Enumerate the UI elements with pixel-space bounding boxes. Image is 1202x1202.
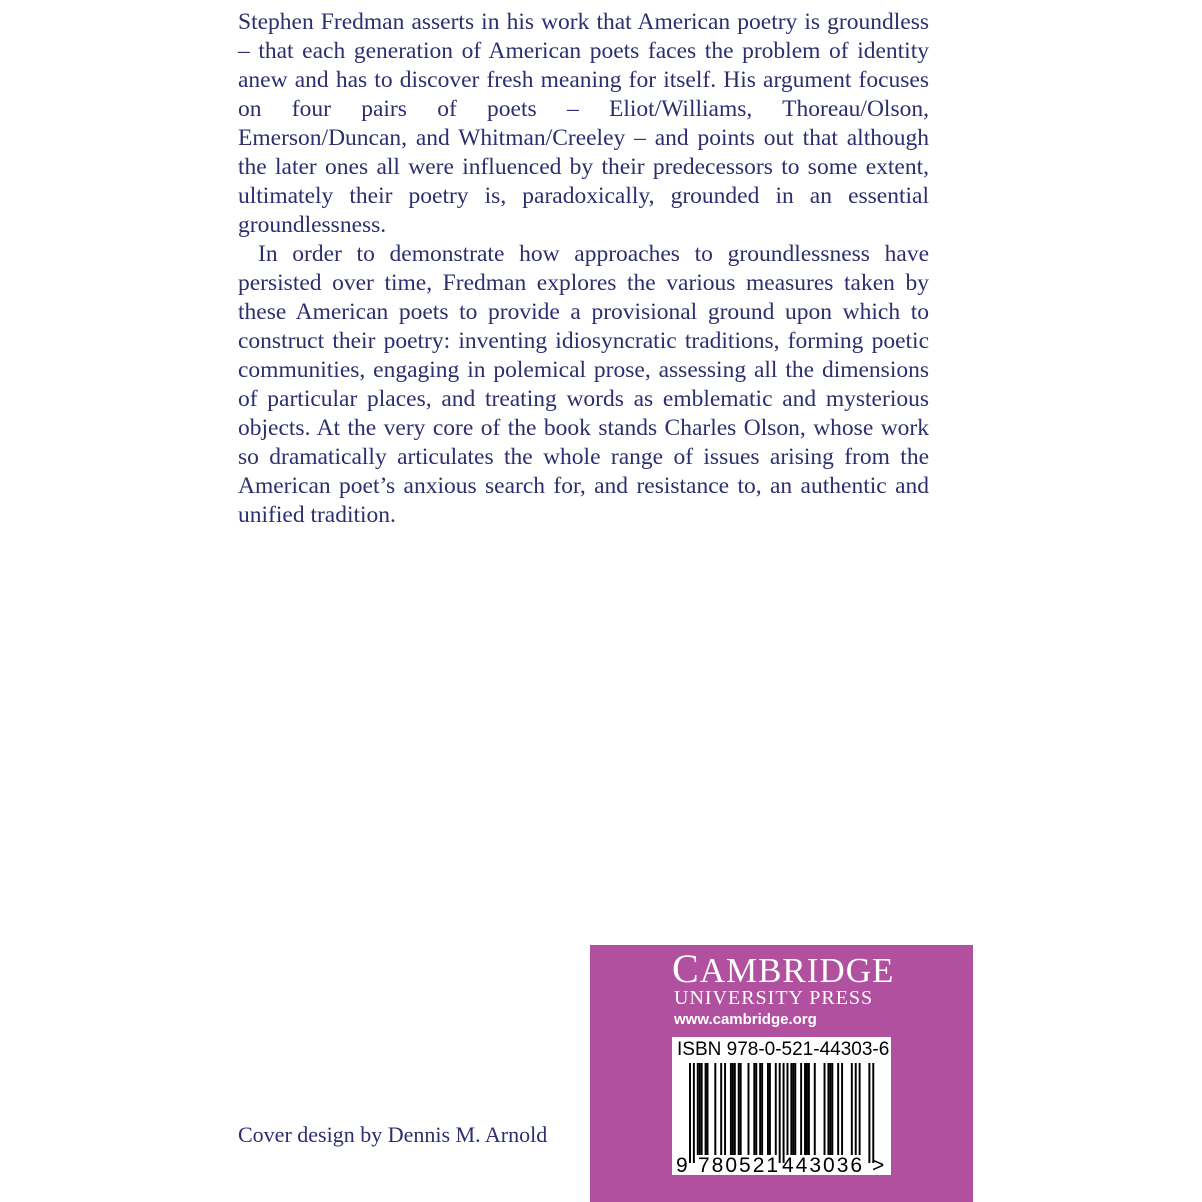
blurb-paragraph-2: In order to demonstrate how approaches to groundlessness have persisted over time, Fredman explores the various measures taken by these American poets to provide a provisional ground upon which to construct their poetry: inventing idiosyncratic traditions, forming poetic communities, engaging in polemical prose, assessing all the dimensions of particular places, and treating words as emblematic and mysterious objects. At the very core of the book stands Charles Olson, whose work so dramatically articulates the whole range of issues arising from the American poet’s anxious search for, and resistance to, an authentic and unified tradition.	[238, 241, 929, 528]
cover-design-credit: Cover design by Dennis M. Arnold	[238, 1122, 548, 1147]
barcode-bar	[714, 1063, 716, 1155]
barcode-quiet-marker: >	[872, 1154, 885, 1177]
barcode-bar	[775, 1063, 777, 1155]
barcode-bar	[800, 1063, 802, 1155]
barcode-bar	[837, 1063, 839, 1155]
barcode-bar	[767, 1063, 769, 1155]
barcode-bar	[753, 1063, 755, 1155]
barcode-bar	[790, 1063, 792, 1155]
publisher-name	[672, 946, 895, 991]
barcode-left-digits: 780521	[698, 1154, 781, 1177]
barcode-bar	[759, 1063, 761, 1155]
barcode-bar	[859, 1063, 861, 1155]
blurb-paragraph-1: Stephen Fredman asserts in his work that American poetry is groundless – that each generation of American poets faces the problem of identity anew and has to discover fresh meaning for itself. His argument focuses on four pairs of poets – Eliot/Williams, Thoreau/Olson, Emerson/Duncan, and Whitman/Creeley – and points out that although the later ones all were influenced by their predecessors to some extent, ultimately their poetry is, paradoxically, grounded in an essential groundlessness.	[238, 9, 929, 238]
barcode-bar	[720, 1063, 722, 1155]
barcode-bar	[827, 1063, 829, 1155]
barcode-bar	[761, 1063, 763, 1155]
barcode-bar	[829, 1063, 831, 1155]
barcode-bar	[730, 1063, 732, 1155]
barcode-bar	[855, 1063, 857, 1155]
barcode-bar	[740, 1063, 742, 1155]
barcode-bar	[689, 1063, 691, 1163]
barcode-bar	[824, 1063, 826, 1155]
barcode-right-digits: 443036	[782, 1154, 865, 1177]
publisher-name-rest: AMBRIDGE	[699, 951, 895, 990]
barcode-bar	[707, 1063, 709, 1155]
barcode-bar	[697, 1063, 699, 1155]
barcode-bar	[699, 1063, 701, 1155]
barcode-bar	[787, 1063, 789, 1155]
barcode-bar	[814, 1063, 816, 1155]
barcode-bar	[872, 1063, 874, 1163]
back-cover-blurb	[238, 8, 929, 530]
barcode-bar	[732, 1063, 734, 1155]
barcode-bar	[769, 1063, 771, 1155]
publisher-url: www.cambridge.org	[674, 1011, 817, 1028]
barcode-lead-digit: 9	[676, 1154, 688, 1177]
barcode-bar	[755, 1063, 757, 1155]
barcode-bar	[804, 1063, 806, 1155]
barcode-bar	[841, 1063, 843, 1155]
barcode-bar	[808, 1063, 810, 1155]
barcode-bar	[868, 1063, 870, 1163]
barcode-bar	[724, 1063, 726, 1155]
barcode-bar	[851, 1063, 853, 1155]
publisher-name-initial: C	[672, 946, 700, 991]
barcode-bar	[792, 1063, 794, 1155]
barcode-bar	[806, 1063, 808, 1155]
barcode-bar	[779, 1063, 781, 1163]
barcode-bar	[701, 1063, 703, 1155]
barcode-bar	[705, 1063, 707, 1155]
barcode-bar	[693, 1063, 695, 1163]
barcode-box	[672, 1037, 891, 1175]
barcode-bar	[783, 1063, 785, 1163]
barcode-bar	[734, 1063, 736, 1155]
barcode-bar	[794, 1063, 796, 1155]
publisher-panel	[590, 945, 973, 1202]
barcode-bar	[738, 1063, 740, 1155]
publisher-subtitle: UNIVERSITY PRESS	[674, 987, 874, 1009]
barcode-bar	[831, 1063, 833, 1155]
barcode-bar	[748, 1063, 750, 1155]
isbn-label: ISBN 978-0-521-44303-6	[677, 1039, 890, 1060]
